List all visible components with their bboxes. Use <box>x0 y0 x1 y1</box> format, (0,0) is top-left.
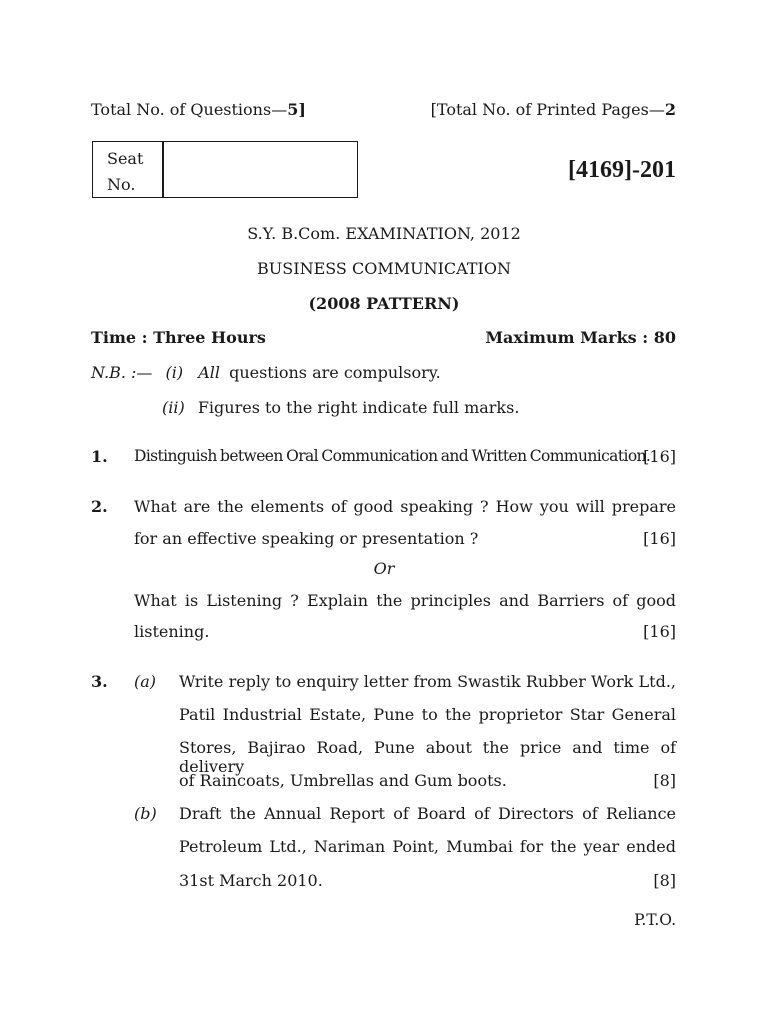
exam-title: S.Y. B.Com. EXAMINATION, 2012 <box>247 224 521 243</box>
question-3b-marks: [8] <box>653 871 676 890</box>
total-pages-value: 2 <box>664 100 676 119</box>
total-pages-label: [Total No. of Printed Pages— <box>430 100 665 119</box>
question-2-line-2: for an effective speaking or presentation ? <box>134 529 479 548</box>
page-turn-over: P.T.O. <box>634 911 676 929</box>
nb-line-1 <box>91 363 441 382</box>
nb-item-text: Figures to the right indicate full marks. <box>197 398 520 417</box>
total-questions-value: 5] <box>287 100 306 119</box>
question-3b-line-2: Petroleum Ltd., Nariman Point, Mumbai for the year ended <box>179 837 676 856</box>
question-3a-label: (a) <box>134 672 157 691</box>
paper-code: [4169]-201 <box>568 157 676 183</box>
question-3a-marks: [8] <box>653 771 676 790</box>
question-3a-line-2: Patil Industrial Estate, Pune to the proprietor Star General <box>179 705 676 724</box>
pattern-title: (2008 PATTERN) <box>308 294 460 313</box>
question-3b-line-3: 31st March 2010. <box>179 871 323 890</box>
question-1-marks: [16] <box>643 447 676 466</box>
total-pages <box>431 100 676 119</box>
seat-label-line1: Seat <box>107 149 144 168</box>
question-2-alt-marks: [16] <box>643 622 676 641</box>
seat-label-line2: No. <box>107 175 136 194</box>
seat-number-box <box>92 141 358 198</box>
subject-title: BUSINESS COMMUNICATION <box>257 259 511 278</box>
nb-line-2 <box>162 398 519 417</box>
question-3a-line-3: Stores, Bajirao Road, Pune about the price and time of delivery <box>179 738 676 776</box>
nb-item-text: questions are compulsory. <box>229 363 441 382</box>
seat-divider <box>162 142 164 197</box>
question-2-line-1: What are the elements of good speaking ? How you will prepare <box>134 497 676 516</box>
question-3b-label: (b) <box>134 804 157 823</box>
total-questions-label: Total No. of Questions— <box>91 100 288 119</box>
nb-item-emphasis: All <box>198 363 220 382</box>
time-allowed: Time : Three Hours <box>91 328 266 347</box>
or-separator: Or <box>373 559 395 578</box>
maximum-marks: Maximum Marks : 80 <box>485 328 676 347</box>
question-2-number: 2. <box>91 497 108 516</box>
question-2-marks: [16] <box>643 529 676 548</box>
question-3-number: 3. <box>91 672 108 691</box>
total-questions <box>91 100 306 119</box>
nb-item-number: (i) <box>165 363 184 382</box>
question-2-alt-line-2: listening. <box>134 622 210 641</box>
question-2-alt-line-1: What is Listening ? Explain the principles and Barriers of good <box>134 591 676 610</box>
nb-label: N.B. :— <box>91 363 153 382</box>
question-3a-line-1: Write reply to enquiry letter from Swastik Rubber Work Ltd., <box>179 672 676 691</box>
question-1-number: 1. <box>91 447 108 466</box>
seat-label <box>107 146 143 198</box>
nb-item-number: (ii) <box>162 398 185 417</box>
question-1-text: Distinguish between Oral Communication and Written Communication. <box>134 447 651 465</box>
question-3b-line-1: Draft the Annual Report of Board of Directors of Reliance <box>179 804 676 823</box>
question-3a-line-4: of Raincoats, Umbrellas and Gum boots. <box>179 771 507 790</box>
